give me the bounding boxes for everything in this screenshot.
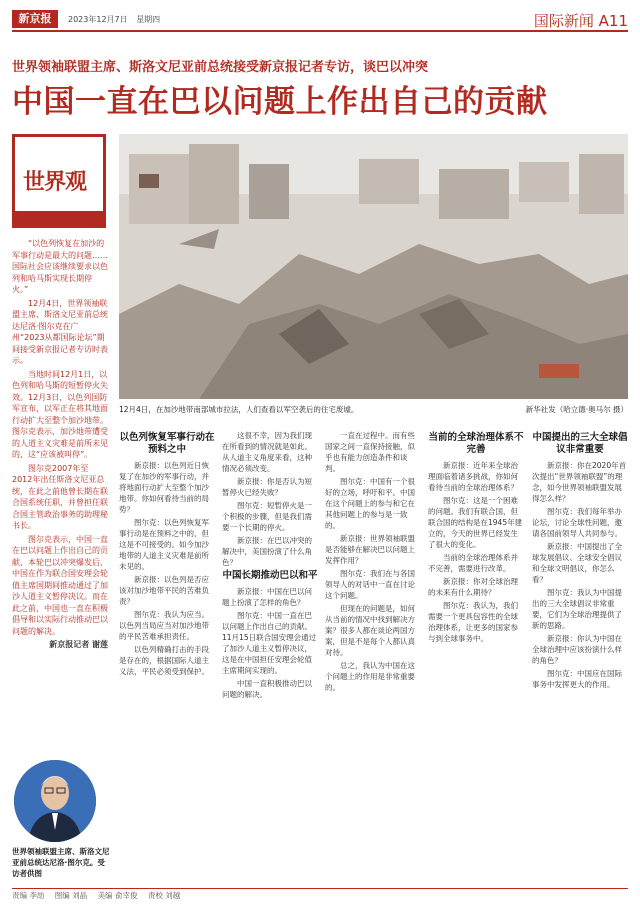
article-paragraph: 当前的全球治理体系并不完善，需要进行改革。: [428, 553, 518, 573]
intro-paragraph: 12月4日，世界领袖联盟主席、斯洛文尼亚前总统达尼洛·图尔克在广州“2023从都国际论坛”期间接受新京报记者专访时表示。: [12, 298, 108, 365]
article-paragraph: 图尔克：中国有一个很好的立场，呼吁和平。中国在这个问题上的参与和它在其他问题上的参与是一致的。: [325, 477, 415, 530]
article-body: [119, 430, 628, 886]
photo-credit: 新华社发（哈立德·奥马尔 摄）: [525, 405, 628, 414]
intro-paragraph: “以色列恢复在加沙的军事行动是最大的问题……国际社会应该继续要求以色列和哈马斯实现长期停火。”: [12, 239, 108, 294]
issue-date: [68, 14, 166, 25]
subheadline: 世界领袖联盟主席、斯洛文尼亚前总统接受新京报记者专访，谈巴以冲突: [12, 60, 429, 75]
article-paragraph: 图尔克：中国应在国际事务中发挥更大的作用。: [532, 669, 622, 689]
article-paragraph: 新京报：以色列近日恢复了在加沙的军事行动，并将地面行动扩大至整个加沙地带。你如何看待当前的局势？: [119, 461, 209, 514]
article-paragraph: 图尔克：我们在与各国领导人的对话中一直在讨论这个问题。: [325, 569, 415, 600]
editor-credit: 责校 刘越: [147, 891, 181, 900]
newspaper-logo: 新京报: [12, 10, 58, 28]
article-paragraph: 新京报：你是否认为短暂停火已经失败？: [222, 477, 312, 497]
photo-caption-text: 12月4日，在加沙地带南部城市拉法，人们查看以军空袭后的住宅废墟。: [119, 405, 359, 414]
column-badge: [12, 134, 106, 228]
article-paragraph: 新京报：你在2020年首次提出“世界领袖联盟”的理念，如今世界领袖联盟发展得怎么样？: [532, 461, 627, 503]
article-paragraph: 中国一直积极推动巴以问题的解决。: [222, 679, 312, 699]
article-paragraph: 新京报：近年来全球治理面临着诸多挑战，你如何看待当前的全球治理体系？: [428, 461, 518, 492]
weekday-text: 星期四: [136, 15, 161, 24]
portrait-illustration: [14, 760, 96, 842]
article-paragraph: 图尔克：我认为，我们需要一个更具包容性的全球治理体系，让更多的国家参与到全球事务中。: [428, 601, 518, 643]
article-paragraph: 但现在的问题是，如何从当前的情况中找到解决方案？很多人都在谈论两国方案，但是不是每个人都认真对待。: [325, 604, 415, 657]
article-paragraph: 一直在过程中。而有些国家之间一直保持接触，似乎也有能力创造条件和谈判。: [325, 431, 415, 473]
article-paragraph: 新京报：你对全球治理的未来有什么期待？: [428, 577, 518, 597]
article-paragraph: 图尔克：以色列恢复军事行动是在预料之中的，但这是不可接受的。如今加沙地带的人道主义灾难是前所未见的。: [119, 518, 209, 571]
article-paragraph: 总之，我认为中国在这个问题上的作用是非常重要的。: [325, 661, 415, 692]
article-paragraph: 图尔克：中国一直在巴以问题上作出自己的贡献。11月15日联合国安理会通过了加沙人道主义暂停决议，这是在中国担任安理会轮值主席期间实现的。: [222, 611, 317, 675]
article-column: [325, 430, 421, 886]
article-column: [222, 430, 318, 886]
article-paragraph: 新京报：世界领袖联盟是否能够在解决巴以问题上发挥作用？: [325, 534, 415, 565]
article-column: [119, 430, 215, 886]
rubble-scene-illustration: [119, 134, 628, 399]
article-paragraph: 新京报：你认为中国在全球治理中应该扮演什么样的角色？: [532, 634, 622, 665]
article-paragraph: 这很不幸，因为我们现在所看到的情况就是如此。从人道主义角度来看，这种情况必须改变。: [222, 431, 312, 473]
article-column: [428, 430, 524, 886]
article-column: [532, 430, 628, 886]
headline: 中国一直在巴以问题上作出自己的贡献: [12, 84, 548, 120]
intro-paragraph: 图尔克2007年至2012年出任斯洛文尼亚总统，在此之前他曾长期在联合国系统任职，并曾担任联合国主管政治事务的助理秘书长。: [12, 463, 108, 530]
intro-paragraph: 图尔克表示，中国一直在巴以问题上作出自己的贡献，本轮巴以冲突爆发后，中国在作为联合国安理会轮值主席国期间推动通过了加沙人道主义暂停决议。而在此之前，中国也一直在积极倡导和以实际行动推动巴以问题的解决。: [12, 534, 108, 636]
section-label: 国际新闻 A11: [533, 12, 628, 30]
article-paragraph: 新京报：在巴以冲突的解决中，美国扮演了什么角色？: [222, 536, 312, 567]
reporter-byline: 新京报记者 谢莲: [49, 640, 108, 649]
article-paragraph: 图尔克：我认为应当。以色列当局应当对加沙地带的平民苦难承担责任。: [119, 610, 209, 641]
portrait-caption: 世界领袖联盟主席、斯洛文尼亚前总统达尼洛·图尔克。受访者供图: [12, 847, 110, 878]
intro-column: [12, 238, 108, 738]
article-paragraph: 以色列精确打击的手段是存在的，根据国际人道主义法，平民必须受到保护。: [119, 645, 209, 676]
article-paragraph: 图尔克：这是一个困难的问题。我们有联合国，但联合国的结构是在1945年建立的，今天的世界已经发生了很大的变化。: [428, 496, 523, 549]
section-heading: 中国长期推动巴以和平: [222, 570, 318, 581]
article-paragraph: 图尔克：我认为中国提出的三大全球倡议非常重要，它们为全球治理提供了新的思路。: [532, 588, 622, 630]
section-heading: 以色列恢复军事行动在预料之中: [119, 432, 215, 455]
page-footer: [12, 888, 628, 902]
editor-credit: 图编 刘晶: [54, 891, 88, 900]
badge-bar: [15, 211, 103, 225]
portrait-photo: [14, 760, 96, 842]
article-paragraph: 新京报：以色列是否应该对加沙地带平民的苦难负责？: [119, 575, 209, 606]
article-paragraph: 新京报：中国在巴以问题上扮演了怎样的角色？: [222, 587, 312, 607]
section-heading: 当前的全球治理体系不完善: [428, 432, 524, 455]
news-photo: [119, 134, 628, 399]
date-text: 2023年12月7日: [68, 15, 128, 24]
article-paragraph: 图尔克：短暂停火是一个积极的步骤，但是我们需要一个长期的停火。: [222, 501, 312, 532]
badge-text: 世界观: [23, 170, 87, 195]
article-paragraph: 新京报：中国提出了全球发展倡议、全球安全倡议和全球文明倡议，你怎么看？: [532, 542, 622, 584]
editor-credit: 责编 李劼: [12, 891, 45, 900]
section-heading: 中国提出的三大全球倡议非常重要: [532, 432, 628, 455]
intro-paragraph: 当地时间12月1日，以色列和哈马斯的短暂停火失效。12月3日，以色列国防军宣布，以军正在将其地面行动扩大至整个加沙地带。图尔克表示，加沙地带遭受的人道主义灾难是前所未见的，这“应该被叫停”。: [12, 369, 108, 459]
page-header: [12, 10, 628, 32]
editor-credit: 美编 俞幸俊: [97, 891, 138, 900]
photo-caption: [119, 404, 628, 415]
article-paragraph: 图尔克：我们每年举办论坛，讨论全球性问题，邀请各国前领导人共同参与。: [532, 507, 622, 538]
